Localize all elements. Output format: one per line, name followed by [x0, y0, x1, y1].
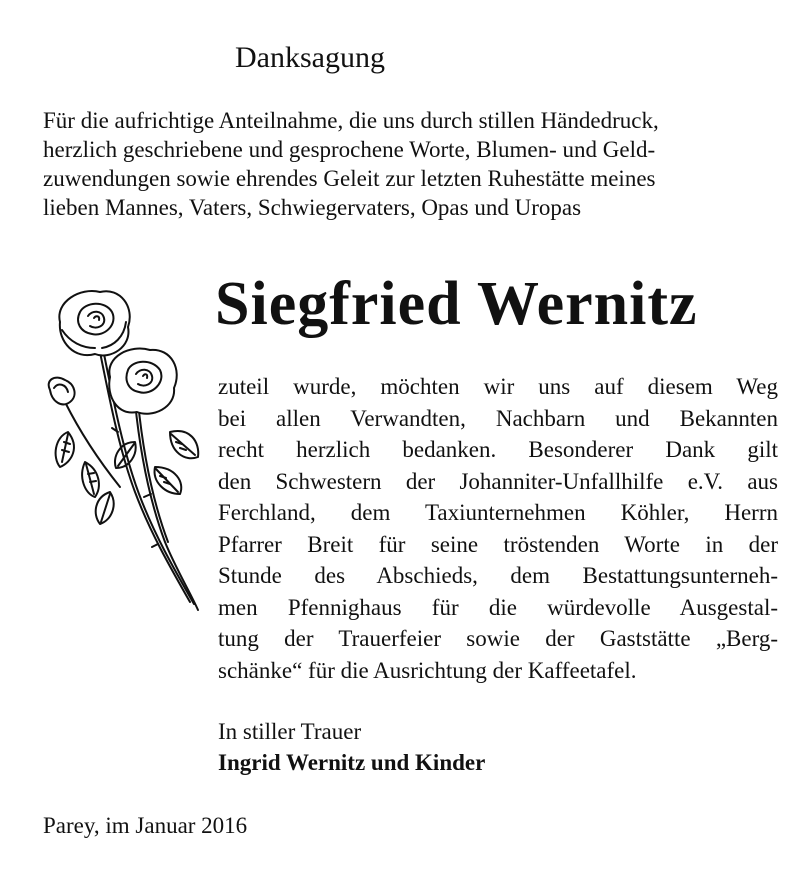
intro-paragraph — [43, 106, 785, 222]
intro-line: zuwendungen sowie ehrendes Geleit zur letzten Ruhestätte meines — [43, 166, 656, 191]
thanks-paragraph — [218, 371, 778, 686]
deceased-name: Siegfried Wernitz — [215, 270, 698, 338]
body-line: Stunde des Abschieds, dem Bestattungsunterneh- — [218, 563, 778, 588]
body-line: zuteil wurde, möchten wir uns auf diesem Weg — [218, 374, 778, 399]
intro-line: lieben Mannes, Vaters, Schwiegervaters, Opas und Uropas — [43, 195, 582, 220]
mourning-label: In stiller Trauer — [218, 719, 362, 744]
signers: Ingrid Wernitz und Kinder — [218, 750, 486, 775]
body-line: Pfarrer Breit für seine tröstenden Worte in der — [218, 531, 778, 557]
rose-illustration-icon — [40, 282, 205, 617]
intro-line: herzlich geschriebene und gesprochene Worte, Blumen- und Geld- — [43, 137, 656, 162]
obituary-card — [10, 10, 790, 859]
body-line: men Pfennighaus für die würdevolle Ausgestal- — [218, 594, 778, 620]
body-line: bei allen Verwandten, Nachbarn und Bekannten — [218, 405, 778, 431]
place-date: Parey, im Januar 2016 — [43, 813, 248, 838]
body-line: tung der Trauerfeier sowie der Gaststätte „Berg- — [218, 626, 778, 651]
body-line: Ferchland, dem Taxiunternehmen Köhler, Herrn — [218, 500, 778, 525]
body-line: schänke“ für die Ausrichtung der Kaffeetafel. — [218, 657, 637, 683]
intro-line: Für die aufrichtige Anteilnahme, die uns durch stillen Händedruck, — [43, 108, 659, 133]
page-title: Danksagung — [235, 41, 385, 74]
body-line: recht herzlich bedanken. Besonderer Dank gilt — [218, 437, 778, 462]
mourning-block — [218, 716, 718, 778]
body-line: den Schwestern der Johanniter-Unfallhilfe e.V. aus — [218, 468, 778, 494]
